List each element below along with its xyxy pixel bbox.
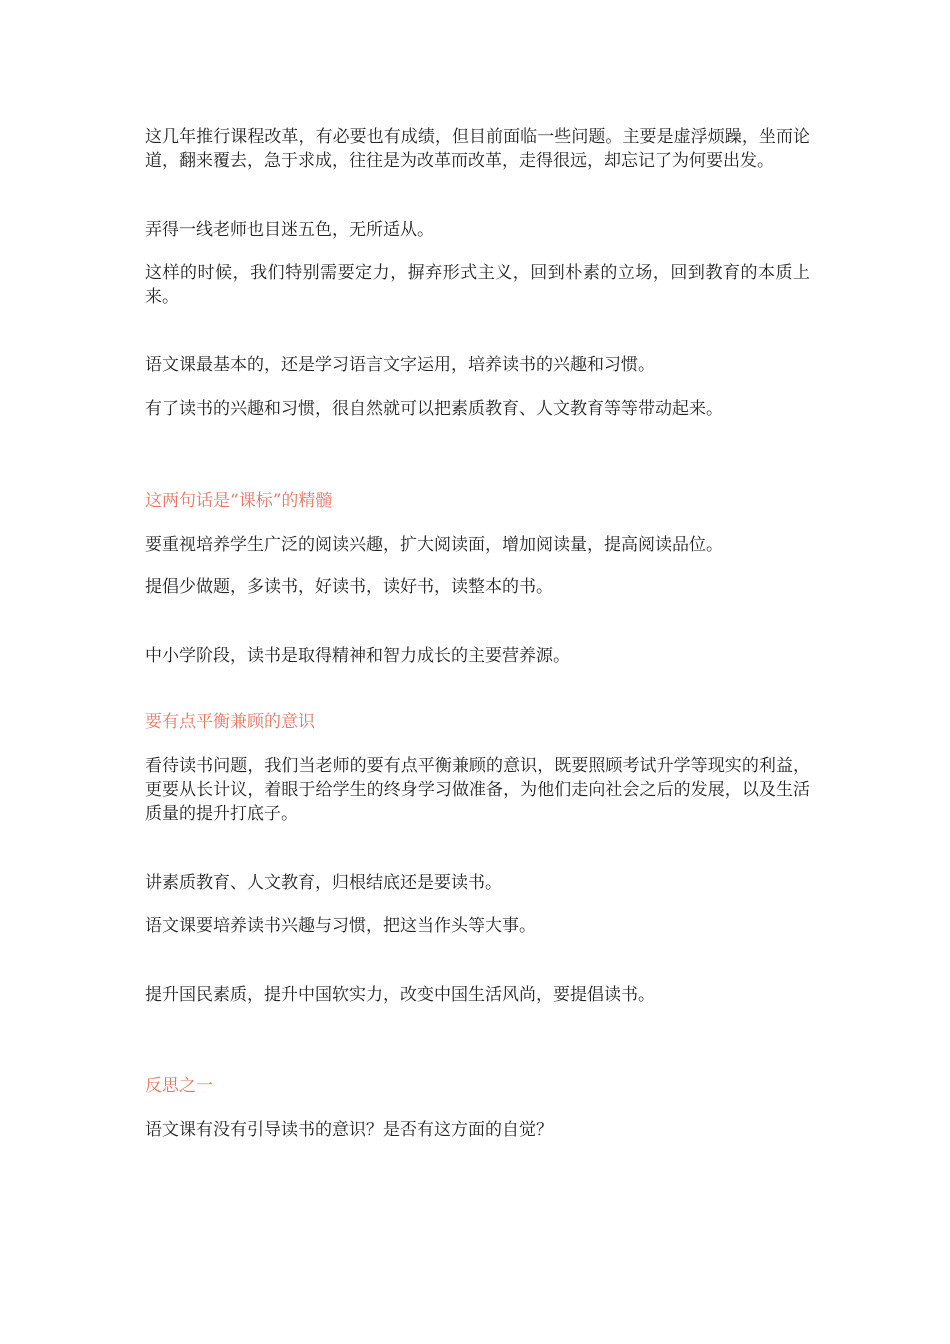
- paragraph-need-focus: 这样的时候，我们特别需要定力，摒弃形式主义，回到朴素的立场，回到教育的本质上来。: [145, 263, 810, 307]
- paragraph-course-reform: 这几年推行课程改革，有必要也有成绩，但目前面临一些问题。主要是虚浮烦躁，坐而论道，翻来覆去，急于求成，往往是为改革而改革，走得很远，却忘记了为何要出发。: [145, 127, 810, 171]
- paragraph-language-basics: 语文课最基本的，还是学习语言文字运用，培养读书的兴趣和习惯。: [145, 355, 655, 375]
- paragraph-quality-education: 讲素质教育、人文教育，归根结底还是要读书。: [145, 873, 502, 893]
- paragraph-reading-interest: 要重视培养学生广泛的阅读兴趣，扩大阅读面，增加阅读量，提高阅读品位。: [145, 535, 723, 555]
- paragraph-balance-detail: 看待读书问题，我们当老师的要有点平衡兼顾的意识，既要照顾考试升学等现实的利益，更要从长计议，着眼于给学生的终身学习做准备，为他们走向社会之后的发展，以及生活质量的提升打底子。: [145, 756, 810, 824]
- section-heading-curriculum-essence: 这两句话是“课标”的精髓: [145, 491, 333, 511]
- paragraph-top-priority: 语文课要培养读书兴趣与习惯，把这当作头等大事。: [145, 916, 536, 936]
- section-heading-reflection-one: 反思之一: [145, 1076, 213, 1096]
- paragraph-national-quality: 提升国民素质，提升中国软实力，改变中国生活风尚，要提倡读书。: [145, 985, 655, 1005]
- paragraph-primary-school-reading: 中小学阶段，读书是取得精神和智力成长的主要营养源。: [145, 646, 570, 666]
- section-heading-balance: 要有点平衡兼顾的意识: [145, 712, 315, 732]
- paragraph-read-more-books: 提倡少做题，多读书，好读书，读好书，读整本的书。: [145, 577, 553, 597]
- paragraph-reading-habits: 有了读书的兴趣和习惯，很自然就可以把素质教育、人文教育等等带动起来。: [145, 399, 723, 419]
- paragraph-reflection-question: 语文课有没有引导读书的意识？是否有这方面的自觉？: [145, 1120, 553, 1140]
- paragraph-teachers-confused: 弄得一线老师也目迷五色，无所适从。: [145, 220, 434, 240]
